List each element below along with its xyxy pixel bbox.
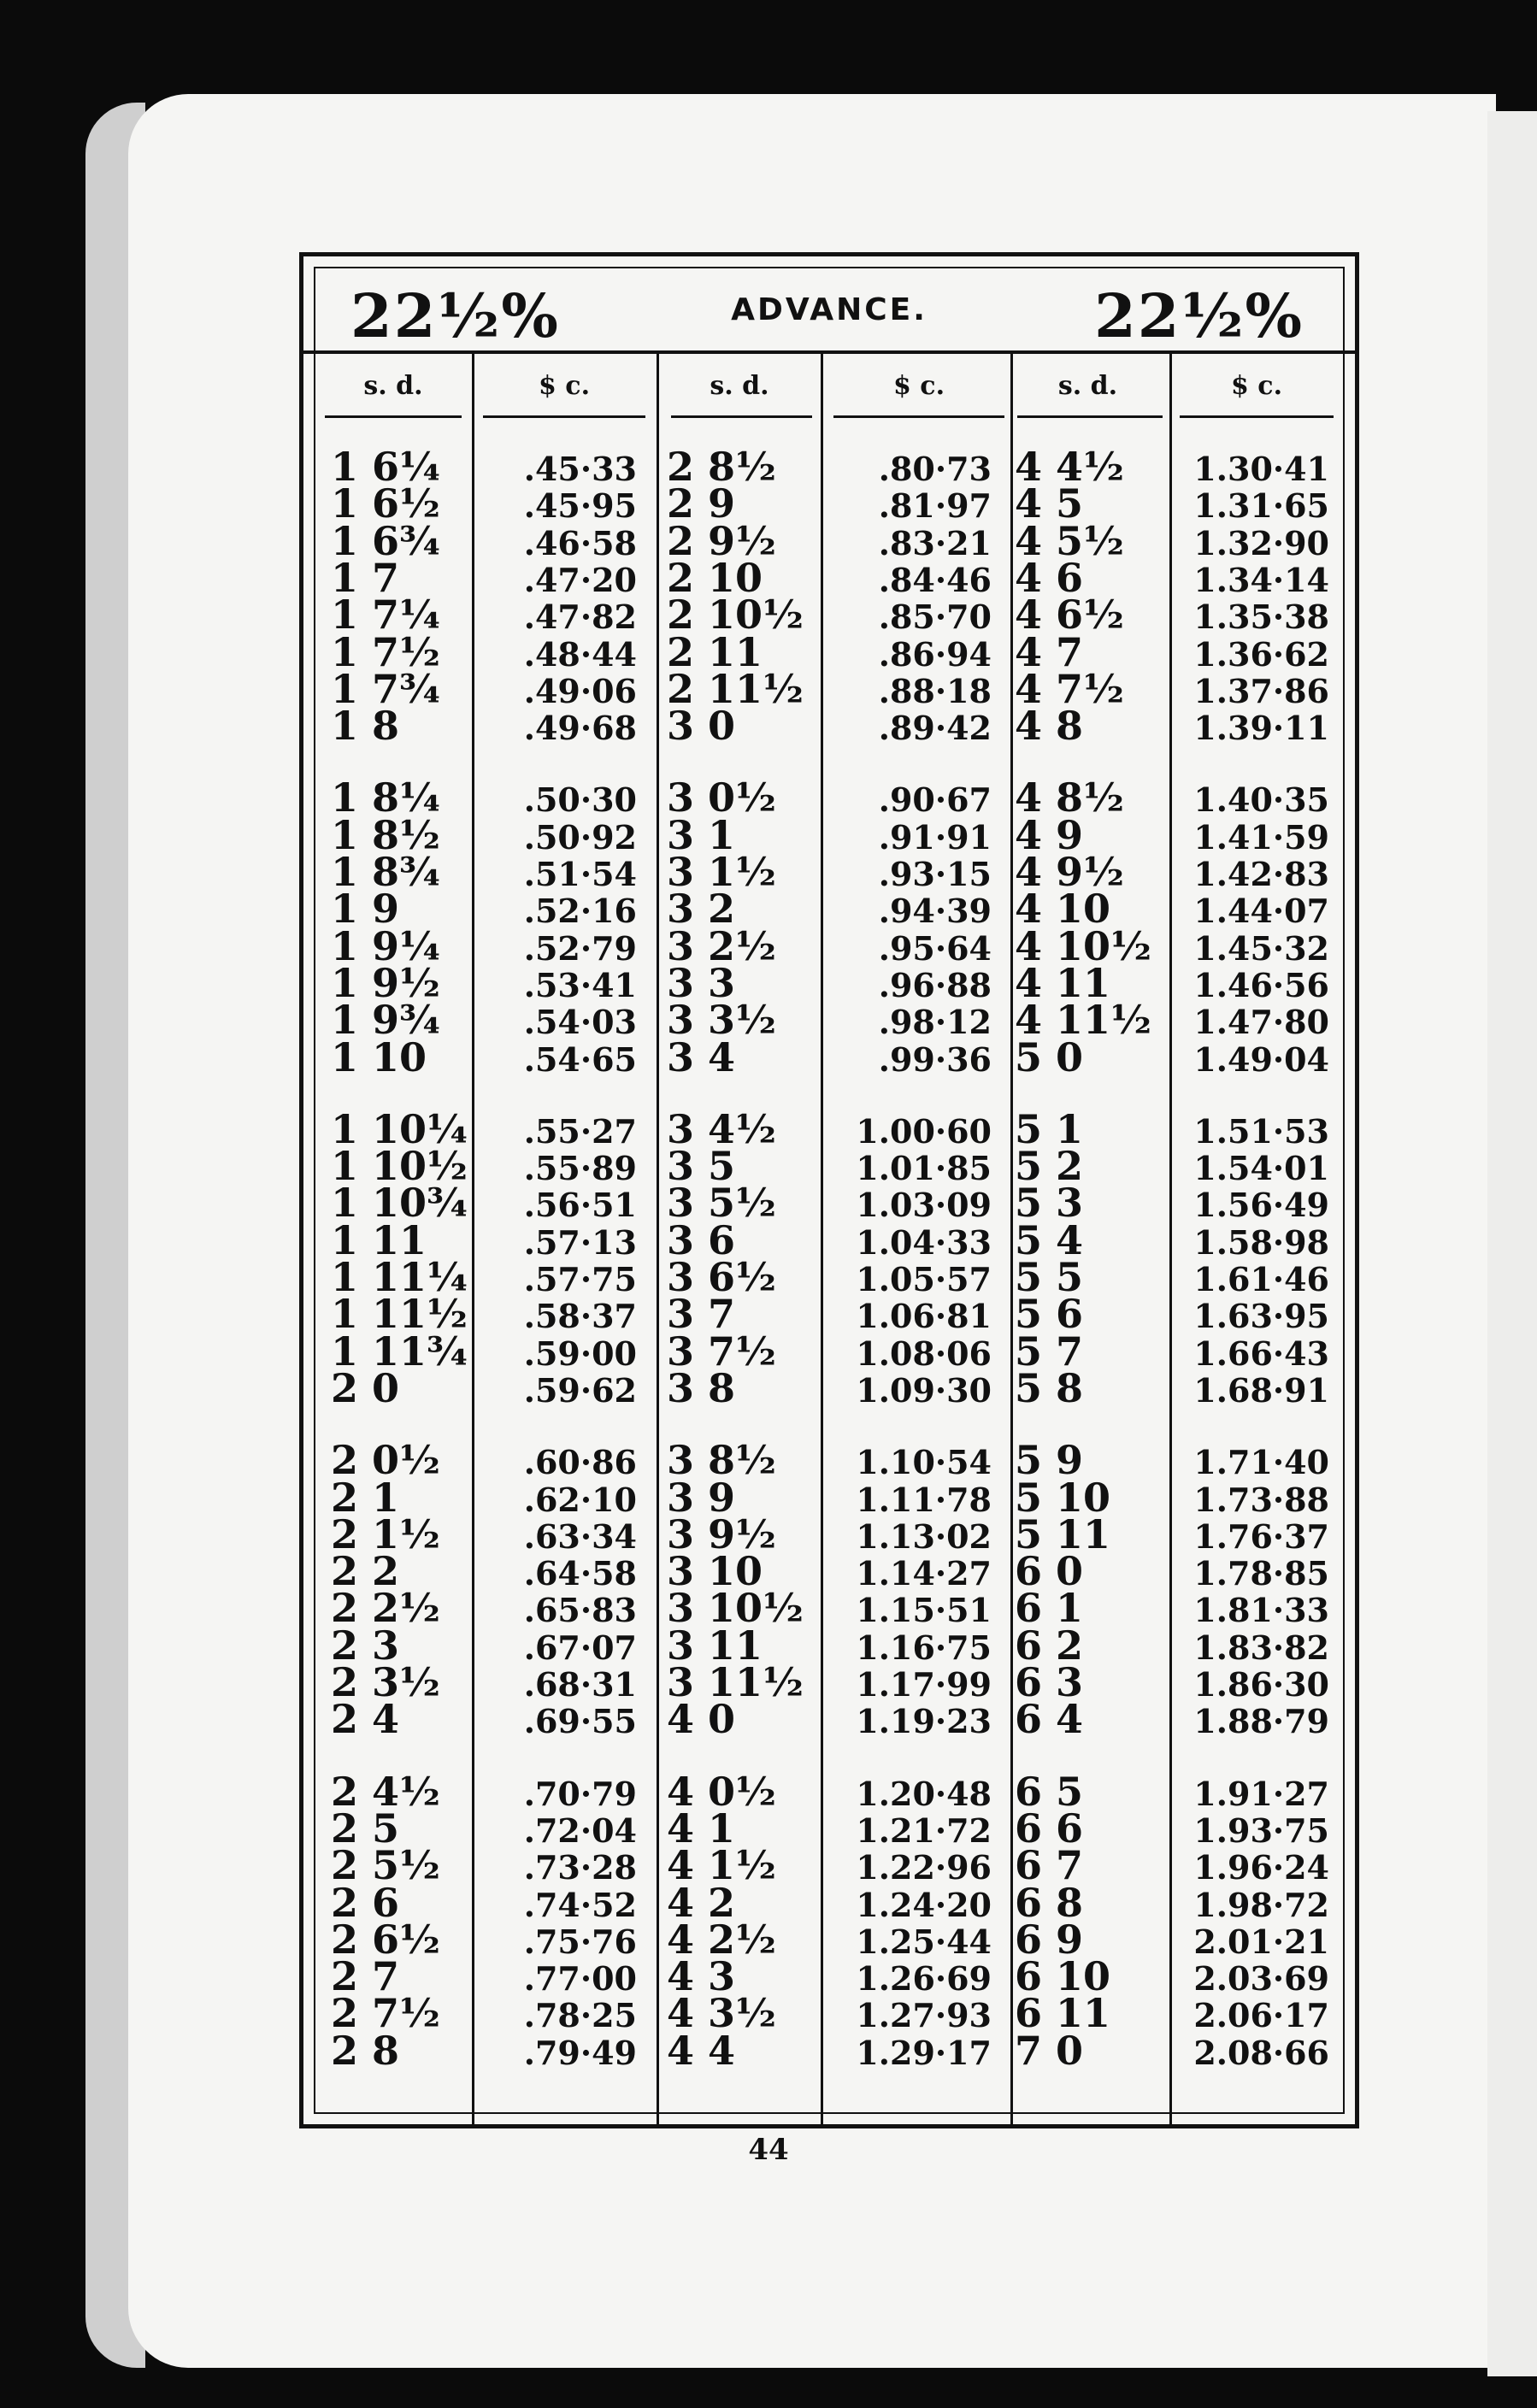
dollar-cents-cell: 1.24·20 — [856, 1885, 992, 1924]
column-divider — [657, 354, 659, 2124]
shillings-pence-cell: 1 8¼ — [331, 774, 441, 821]
dollar-cents-cell: .75·76 — [523, 1922, 637, 1961]
dollar-cents-cell: 1.44·07 — [1193, 892, 1329, 931]
shillings-pence-cell: 5 6 — [1015, 1291, 1084, 1338]
dollar-cents-cell: .85·70 — [878, 598, 992, 637]
dollar-cents-cell: 1.05·57 — [856, 1260, 992, 1298]
dollar-cents-cell: .83·21 — [878, 523, 992, 562]
shillings-pence-cell: 2 6 — [331, 1879, 400, 1926]
shillings-pence-cell: 3 0½ — [667, 774, 777, 821]
shillings-pence-cell: 6 1 — [1015, 1585, 1084, 1632]
shillings-pence-cell: 6 4 — [1015, 1696, 1084, 1743]
dollar-cents-cell: .84·46 — [878, 560, 992, 599]
page-number: 44 — [748, 2133, 789, 2167]
shillings-pence-cell: 3 10½ — [667, 1585, 804, 1632]
shillings-pence-cell: 1 7¼ — [331, 592, 441, 639]
shillings-pence-cell: 4 11 — [1015, 959, 1111, 1006]
dollar-cents-cell: .90·67 — [878, 780, 992, 820]
dollar-cents-cell: .73·28 — [523, 1848, 637, 1887]
dollar-cents-cell: .80·73 — [878, 450, 992, 488]
dollar-cents-cell: .98·12 — [878, 1003, 992, 1042]
dollar-cents-cell: .52·79 — [523, 928, 637, 968]
dollar-cents-cell: 1.27·93 — [856, 1996, 992, 2035]
shillings-pence-cell: 1 10¼ — [331, 1105, 468, 1152]
dollar-cents-cell: 1.78·85 — [1193, 1554, 1329, 1593]
shillings-pence-cell: 1 7 — [331, 554, 400, 601]
dollar-cents-cell: 1.22·96 — [856, 1848, 992, 1887]
dollar-cents-cell: 1.25·44 — [856, 1922, 992, 1961]
dollar-cents-cell: 2.08·66 — [1193, 2033, 1329, 2072]
dollar-cents-cell: .52·16 — [523, 892, 637, 931]
shillings-pence-cell: 1 9¾ — [331, 997, 441, 1044]
shillings-pence-cell: 1 6¼ — [331, 444, 441, 490]
dollar-cents-cell: 1.31·65 — [1193, 486, 1329, 526]
shillings-pence-cell: 6 2 — [1015, 1622, 1084, 1669]
dollar-cents-cell: .57·75 — [523, 1260, 637, 1298]
dollar-cents-cell: .67·07 — [523, 1628, 637, 1667]
shillings-pence-cell: 3 9½ — [667, 1510, 777, 1557]
dollar-cents-cell: .57·13 — [523, 1222, 637, 1262]
dollar-cents-cell: 1.11·78 — [856, 1480, 992, 1519]
shillings-pence-cell: 3 8 — [667, 1364, 736, 1411]
dollar-cents-cell: 1.16·75 — [856, 1628, 992, 1667]
dollar-cents-cell: 1.20·48 — [856, 1774, 992, 1813]
shillings-pence-cell: 5 0 — [1015, 1033, 1084, 1080]
shillings-pence-cell: 5 9 — [1015, 1437, 1084, 1484]
underline — [325, 415, 462, 418]
dollar-cents-cell: 1.35·38 — [1193, 598, 1329, 637]
shillings-pence-cell: 2 1½ — [331, 1510, 441, 1557]
dollar-cents-cell: 1.37·86 — [1193, 671, 1329, 710]
shillings-pence-cell: 3 7 — [667, 1291, 736, 1338]
dollar-cents-cell: .78·25 — [523, 1996, 637, 2035]
shillings-pence-cell: 2 8 — [331, 2027, 400, 2074]
dollar-cents-cell: 1.32·90 — [1193, 523, 1329, 562]
shillings-pence-cell: 4 2½ — [667, 1916, 777, 1963]
shillings-pence-cell: 1 10½ — [331, 1143, 468, 1190]
dollar-cents-cell: 1.88·79 — [1193, 1702, 1329, 1741]
dollar-cents-cell: 1.03·09 — [856, 1186, 992, 1225]
shillings-pence-cell: 4 3½ — [667, 1990, 777, 2037]
shillings-pence-cell: 1 11¼ — [331, 1254, 468, 1300]
shillings-pence-cell: 3 5½ — [667, 1180, 777, 1227]
shillings-pence-cell: 2 10 — [667, 554, 763, 601]
dollar-cents-cell: 1.34·14 — [1193, 560, 1329, 599]
column-head-sd-3: s. d. — [1057, 371, 1118, 401]
shillings-pence-cell: 3 3½ — [667, 997, 777, 1044]
shillings-pence-cell: 3 8½ — [667, 1437, 777, 1484]
underline — [483, 415, 645, 418]
dollar-cents-cell: .59·62 — [523, 1370, 637, 1410]
shillings-pence-cell: 4 7 — [1015, 628, 1084, 675]
shillings-pence-cell: 1 10 — [331, 1033, 427, 1080]
dollar-cents-cell: 1.68·91 — [1193, 1370, 1329, 1410]
shillings-pence-cell: 4 5½ — [1015, 517, 1125, 564]
dollar-cents-cell: .94·39 — [878, 892, 992, 931]
column-head-sd-1: s. d. — [363, 371, 423, 401]
dollar-cents-cell: 1.49·04 — [1193, 1039, 1329, 1079]
shillings-pence-cell: 3 6 — [667, 1216, 736, 1263]
shillings-pence-cell: 1 7¾ — [331, 665, 441, 712]
dollar-cents-cell: 1.39·11 — [1193, 709, 1329, 748]
dollar-cents-cell: .47·82 — [523, 598, 637, 637]
shillings-pence-cell: 2 5 — [331, 1805, 400, 1852]
dollar-cents-cell: 1.14·27 — [856, 1554, 992, 1593]
dollar-cents-cell: .77·00 — [523, 1959, 637, 1999]
dollar-cents-cell: .81·97 — [878, 486, 992, 526]
shillings-pence-cell: 2 7 — [331, 1953, 400, 2000]
page-title: ADVANCE. — [731, 292, 928, 327]
column-head-dollars-1: $ c. — [538, 371, 591, 401]
dollar-cents-cell: 1.15·51 — [856, 1591, 992, 1630]
shillings-pence-cell: 5 8 — [1015, 1364, 1084, 1411]
shillings-pence-cell: 3 5 — [667, 1143, 736, 1190]
shillings-pence-cell: 5 1 — [1015, 1105, 1084, 1152]
column-divider — [472, 354, 474, 2124]
dollar-cents-cell: .51·54 — [523, 855, 637, 893]
shillings-pence-cell: 4 0½ — [667, 1768, 777, 1815]
dollar-cents-cell: 1.51·53 — [1193, 1111, 1329, 1151]
shillings-pence-cell: 3 9 — [667, 1474, 736, 1521]
dollar-cents-cell: 1.00·60 — [856, 1111, 992, 1151]
dollar-cents-cell: 1.81·33 — [1193, 1591, 1329, 1630]
dollar-cents-cell: .59·00 — [523, 1334, 637, 1373]
dollar-cents-cell: .68·31 — [523, 1665, 637, 1704]
dollar-cents-cell: 2.03·69 — [1193, 1959, 1329, 1999]
shillings-pence-cell: 1 6½ — [331, 480, 441, 527]
underline — [1017, 415, 1163, 418]
shillings-pence-cell: 5 10 — [1015, 1474, 1111, 1521]
shillings-pence-cell: 5 2 — [1015, 1143, 1084, 1190]
dollar-cents-cell: .56·51 — [523, 1186, 637, 1225]
column-headers — [303, 354, 1355, 424]
dollar-cents-cell: 1.93·75 — [1193, 1810, 1329, 1850]
shillings-pence-cell: 1 11½ — [331, 1291, 468, 1338]
dollar-cents-cell: 1.56·49 — [1193, 1186, 1329, 1225]
table-header — [303, 256, 1355, 354]
dollar-cents-cell: 1.83·82 — [1193, 1628, 1329, 1667]
dollar-cents-cell: 1.46·56 — [1193, 965, 1329, 1004]
shillings-pence-cell: 3 6½ — [667, 1254, 777, 1300]
dollar-cents-cell: 1.01·85 — [856, 1149, 992, 1188]
dollar-cents-cell: .46·58 — [523, 523, 637, 562]
column-divider — [1169, 354, 1172, 2124]
dollar-cents-cell: .91·91 — [878, 817, 992, 857]
column-head-dollars-3: $ c. — [1230, 371, 1283, 401]
dollar-cents-cell: 2.01·21 — [1193, 1922, 1329, 1961]
shillings-pence-cell: 4 9½ — [1015, 849, 1125, 895]
underline — [833, 415, 1004, 418]
shillings-pence-cell: 2 7½ — [331, 1990, 441, 2037]
dollar-cents-cell: 1.40·35 — [1193, 780, 1329, 820]
shillings-pence-cell: 1 9¼ — [331, 922, 441, 969]
shillings-pence-cell: 6 0 — [1015, 1548, 1084, 1595]
shillings-pence-cell: 2 9 — [667, 480, 736, 527]
shillings-pence-cell: 5 5 — [1015, 1254, 1084, 1300]
dollar-cents-cell: 1.10·54 — [856, 1443, 992, 1482]
shillings-pence-cell: 1 8¾ — [331, 849, 441, 895]
dollar-cents-cell: 1.21·72 — [856, 1810, 992, 1850]
dollar-cents-cell: 1.42·83 — [1193, 855, 1329, 893]
shillings-pence-cell: 2 2½ — [331, 1585, 441, 1632]
dollar-cents-cell: 2.06·17 — [1193, 1996, 1329, 2035]
shillings-pence-cell: 2 0 — [331, 1364, 400, 1411]
dollar-cents-cell: 1.73·88 — [1193, 1480, 1329, 1519]
dollar-cents-cell: 1.09·30 — [856, 1370, 992, 1410]
dollar-cents-cell: 1.26·69 — [856, 1959, 992, 1999]
dollar-cents-cell: 1.04·33 — [856, 1222, 992, 1262]
dollar-cents-cell: .54·03 — [523, 1003, 637, 1042]
shillings-pence-cell: 4 6½ — [1015, 592, 1125, 639]
shillings-pence-cell: 1 6¾ — [331, 517, 441, 564]
dollar-cents-cell: 1.98·72 — [1193, 1885, 1329, 1924]
shillings-pence-cell: 4 8½ — [1015, 774, 1125, 821]
shillings-pence-cell: 6 11 — [1015, 1990, 1111, 2037]
dollar-cents-cell: 1.91·27 — [1193, 1774, 1329, 1813]
shillings-pence-cell: 2 3½ — [331, 1659, 441, 1705]
dollar-cents-cell: 1.47·80 — [1193, 1003, 1329, 1042]
shillings-pence-cell: 5 7 — [1015, 1328, 1084, 1375]
dollar-cents-cell: .45·33 — [523, 450, 637, 488]
shillings-pence-cell: 1 8½ — [331, 811, 441, 858]
dollar-cents-cell: .96·88 — [878, 965, 992, 1004]
shillings-pence-cell: 7 0 — [1015, 2027, 1084, 2074]
facing-page-edge — [1487, 111, 1537, 2376]
shillings-pence-cell: 4 1½ — [667, 1842, 777, 1889]
shillings-pence-cell: 3 7½ — [667, 1328, 777, 1375]
dollar-cents-cell: 1.45·32 — [1193, 928, 1329, 968]
shillings-pence-cell: 4 0 — [667, 1696, 736, 1743]
shillings-pence-cell: 2 0½ — [331, 1437, 441, 1484]
dollar-cents-cell: .62·10 — [523, 1480, 637, 1519]
dollar-cents-cell: .53·41 — [523, 965, 637, 1004]
column-head-sd-2: s. d. — [710, 371, 769, 401]
dollar-cents-cell: .54·65 — [523, 1039, 637, 1079]
shillings-pence-cell: 4 5 — [1015, 480, 1084, 527]
dollar-cents-cell: 1.58·98 — [1193, 1222, 1329, 1262]
shillings-pence-cell: 4 8 — [1015, 703, 1084, 750]
dollar-cents-cell: .50·92 — [523, 817, 637, 857]
dollar-cents-cell: .93·15 — [878, 855, 992, 893]
shillings-pence-cell: 6 3 — [1015, 1659, 1084, 1705]
dollar-cents-cell: .55·27 — [523, 1111, 637, 1151]
dollar-cents-cell: .55·89 — [523, 1149, 637, 1188]
shillings-pence-cell: 2 2 — [331, 1548, 400, 1595]
dollar-cents-cell: .86·94 — [878, 634, 992, 674]
shillings-pence-cell: 2 11 — [667, 628, 763, 675]
dollar-cents-cell: .89·42 — [878, 709, 992, 748]
dollar-cents-cell: 1.13·02 — [856, 1516, 992, 1556]
shillings-pence-cell: 4 11½ — [1015, 997, 1152, 1044]
shillings-pence-cell: 4 9 — [1015, 811, 1084, 858]
shillings-pence-cell: 2 9½ — [667, 517, 777, 564]
dollar-cents-cell: 1.86·30 — [1193, 1665, 1329, 1704]
shillings-pence-cell: 3 2½ — [667, 922, 777, 969]
shillings-pence-cell: 3 11 — [667, 1622, 763, 1669]
dollar-cents-cell: .70·79 — [523, 1774, 637, 1813]
shillings-pence-cell: 4 10 — [1015, 886, 1111, 933]
dollar-cents-cell: 1.29·17 — [856, 2033, 992, 2072]
dollar-cents-cell: 1.66·43 — [1193, 1334, 1329, 1373]
dollar-cents-cell: .65·83 — [523, 1591, 637, 1630]
dollar-cents-cell: .50·30 — [523, 780, 637, 820]
shillings-pence-cell: 6 10 — [1015, 1953, 1111, 2000]
shillings-pence-cell: 3 10 — [667, 1548, 763, 1595]
shillings-pence-cell: 6 7 — [1015, 1842, 1084, 1889]
dollar-cents-cell: .99·36 — [878, 1039, 992, 1079]
shillings-pence-cell: 5 11 — [1015, 1510, 1111, 1557]
shillings-pence-cell: 1 9½ — [331, 959, 441, 1006]
dollar-cents-cell: .58·37 — [523, 1297, 637, 1336]
dollar-cents-cell: .63·34 — [523, 1516, 637, 1556]
shillings-pence-cell: 2 4½ — [331, 1768, 441, 1815]
shillings-pence-cell: 1 11¾ — [331, 1328, 468, 1375]
dollar-cents-cell: 1.17·99 — [856, 1665, 992, 1704]
dollar-cents-cell: .60·86 — [523, 1443, 637, 1482]
shillings-pence-cell: 4 10½ — [1015, 922, 1152, 969]
column-head-dollars-2: $ c. — [892, 371, 945, 401]
shillings-pence-cell: 6 6 — [1015, 1805, 1084, 1852]
dollar-cents-cell: 1.76·37 — [1193, 1516, 1329, 1556]
underline — [671, 415, 812, 418]
shillings-pence-cell: 3 0 — [667, 703, 736, 750]
shillings-pence-cell: 2 6½ — [331, 1916, 441, 1963]
shillings-pence-cell: 3 4½ — [667, 1105, 777, 1152]
dollar-cents-cell: 1.06·81 — [856, 1297, 992, 1336]
shillings-pence-cell: 4 7½ — [1015, 665, 1125, 712]
shillings-pence-cell: 3 11½ — [667, 1659, 804, 1705]
dollar-cents-cell: .72·04 — [523, 1810, 637, 1850]
dollar-cents-cell: .45·95 — [523, 486, 637, 526]
dollar-cents-cell: .79·49 — [523, 2033, 637, 2072]
shillings-pence-cell: 1 8 — [331, 703, 400, 750]
dollar-cents-cell: 1.19·23 — [856, 1702, 992, 1741]
shillings-pence-cell: 2 5½ — [331, 1842, 441, 1889]
dollar-cents-cell: .88·18 — [878, 671, 992, 710]
shillings-pence-cell: 1 7½ — [331, 628, 441, 675]
shillings-pence-cell: 5 3 — [1015, 1180, 1084, 1227]
shillings-pence-cell: 2 4 — [331, 1696, 400, 1743]
shillings-pence-cell: 1 9 — [331, 886, 400, 933]
column-divider — [1010, 354, 1013, 2124]
shillings-pence-cell: 4 2 — [667, 1879, 736, 1926]
dollar-cents-cell: 1.61·46 — [1193, 1260, 1329, 1298]
dollar-cents-cell: 1.63·95 — [1193, 1297, 1329, 1336]
dollar-cents-cell: 1.41·59 — [1193, 817, 1329, 857]
shillings-pence-cell: 4 1 — [667, 1805, 736, 1852]
shillings-pence-cell: 2 1 — [331, 1474, 400, 1521]
shillings-pence-cell: 4 3 — [667, 1953, 736, 2000]
dollar-cents-cell: .48·44 — [523, 634, 637, 674]
shillings-pence-cell: 1 10¾ — [331, 1180, 468, 1227]
shillings-pence-cell: 1 11 — [331, 1216, 427, 1263]
shillings-pence-cell: 4 4½ — [1015, 444, 1125, 490]
dollar-cents-cell: 1.36·62 — [1193, 634, 1329, 674]
shillings-pence-cell: 4 6 — [1015, 554, 1084, 601]
table-frame — [299, 252, 1359, 2128]
shillings-pence-cell: 3 4 — [667, 1033, 736, 1080]
dollar-cents-cell: 1.08·06 — [856, 1334, 992, 1373]
shillings-pence-cell: 3 2 — [667, 886, 736, 933]
shillings-pence-cell: 6 5 — [1015, 1768, 1084, 1815]
column-divider — [821, 354, 823, 2124]
dollar-cents-cell: 1.30·41 — [1193, 450, 1329, 488]
dollar-cents-cell: 1.54·01 — [1193, 1149, 1329, 1188]
dollar-cents-cell: .49·68 — [523, 709, 637, 748]
dollar-cents-cell: .49·06 — [523, 671, 637, 710]
dollar-cents-cell: .69·55 — [523, 1702, 637, 1741]
shillings-pence-cell: 3 1½ — [667, 849, 777, 895]
dollar-cents-cell: 1.96·24 — [1193, 1848, 1329, 1887]
shillings-pence-cell: 2 8½ — [667, 444, 777, 490]
dollar-cents-cell: 1.71·40 — [1193, 1443, 1329, 1482]
dollar-cents-cell: .74·52 — [523, 1885, 637, 1924]
dollar-cents-cell: .64·58 — [523, 1554, 637, 1593]
percent-left: 22½% — [350, 280, 560, 351]
shillings-pence-cell: 2 11½ — [667, 665, 804, 712]
shillings-pence-cell: 2 10½ — [667, 592, 804, 639]
shillings-pence-cell: 3 1 — [667, 811, 736, 858]
dollar-cents-cell: .47·20 — [523, 560, 637, 599]
shillings-pence-cell: 6 8 — [1015, 1879, 1084, 1926]
shillings-pence-cell: 3 3 — [667, 959, 736, 1006]
shillings-pence-cell: 2 3 — [331, 1622, 400, 1669]
shillings-pence-cell: 4 4 — [667, 2027, 736, 2074]
percent-right: 22½% — [1094, 280, 1304, 351]
shillings-pence-cell: 6 9 — [1015, 1916, 1084, 1963]
dollar-cents-cell: .95·64 — [878, 928, 992, 968]
shillings-pence-cell: 5 4 — [1015, 1216, 1084, 1263]
underline — [1180, 415, 1334, 418]
